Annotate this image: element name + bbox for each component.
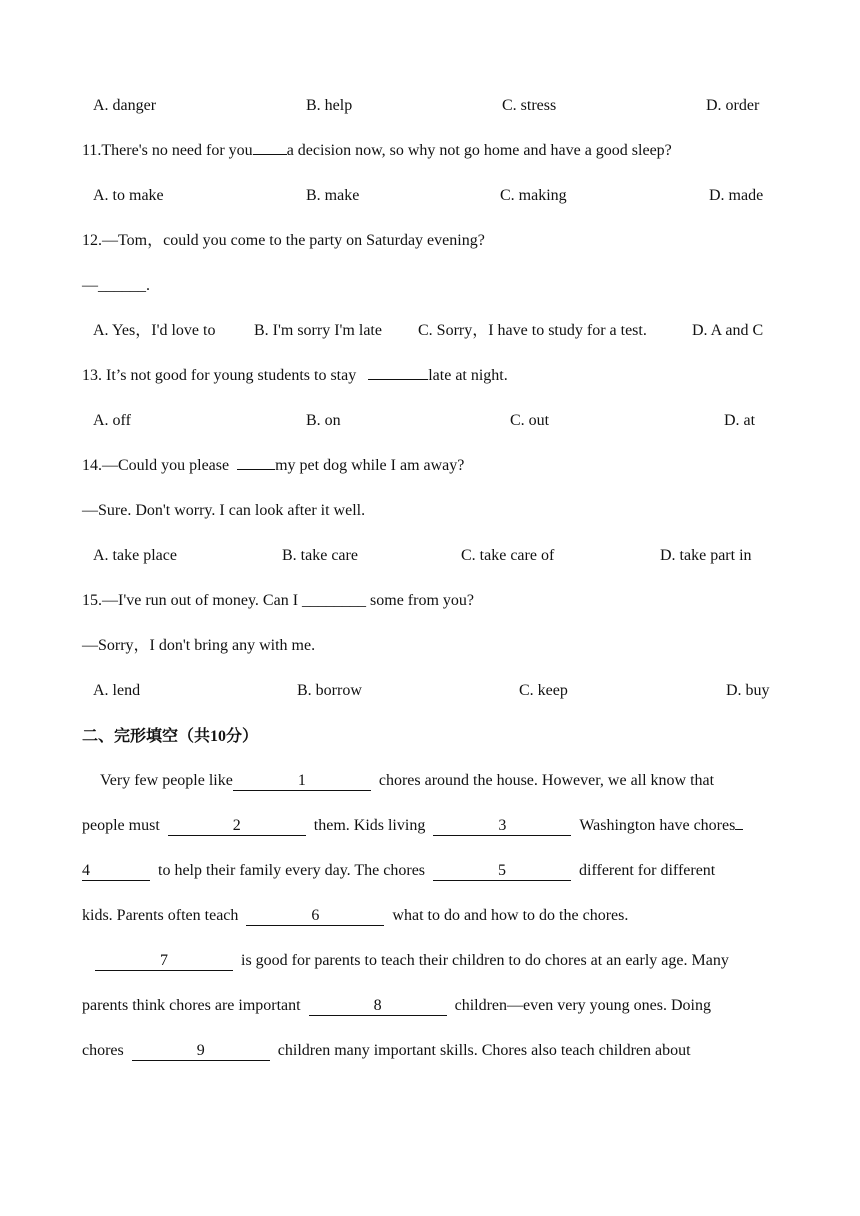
cloze-text: different for different (579, 862, 716, 879)
cloze-blank-6: 6 (246, 907, 384, 926)
cloze-text: children many important skills. Chores also teach children about (277, 1042, 691, 1059)
q14-option-b: B. take care (282, 547, 358, 564)
q13-option-c: C. out (510, 412, 550, 429)
q15-option-d: D. buy (726, 682, 770, 699)
cloze-text: people must (82, 817, 160, 834)
cloze-line-6 (82, 996, 711, 1016)
cloze-text: them. Kids living (313, 817, 426, 834)
cloze-blank-2: 2 (168, 817, 306, 836)
q13-text-after: late at night. (428, 367, 508, 384)
cloze-line-7 (82, 1041, 691, 1061)
cloze-text: kids. Parents often teach (82, 907, 239, 924)
cloze-blank-1: 1 (233, 772, 371, 791)
cloze-line-3 (82, 861, 715, 881)
q10-option-a: A. danger (93, 97, 157, 114)
cloze-text: Very few people like (100, 772, 233, 789)
q13-option-b: B. on (306, 412, 341, 429)
q11-blank (253, 154, 287, 155)
q14-blank (237, 469, 275, 470)
q14-option-a: A. take place (93, 547, 177, 564)
q11-option-c: C. making (500, 187, 567, 204)
cloze-text: Washington have chores (579, 817, 736, 834)
q14-reply: —Sure. Don't worry. I can look after it well. (82, 502, 366, 519)
q15-option-a: A. lend (93, 682, 141, 699)
section-heading-suffix: 分） (226, 726, 259, 745)
cloze-text: to help their family every day. The chores (158, 862, 426, 879)
q12-option-b: B. I'm sorry I'm late (254, 322, 382, 339)
cloze-line-2 (82, 816, 743, 836)
q10-option-d: D. order (706, 97, 760, 114)
q13-option-d: D. at (724, 412, 756, 429)
cloze-blank-7: 7 (95, 952, 233, 971)
q15-reply: —Sorry，I don't bring any with me. (82, 637, 316, 654)
cloze-blank-4: 4 (82, 862, 150, 881)
cloze-line-5 (95, 951, 729, 971)
q12-question: 12.—Tom，could you come to the party on Saturday evening? (82, 232, 485, 249)
cloze-blank-9: 9 (132, 1042, 270, 1061)
section-heading-score: 10 (210, 728, 227, 745)
q13-text-before: 13. It’s not good for young students to stay (82, 367, 357, 384)
q15-question: 15.—I've run out of money. Can I ________ some from you? (82, 592, 474, 609)
q10-option-b: B. help (306, 97, 353, 114)
q11-text-before: 11.There's no need for you (82, 142, 253, 159)
cloze-text: chores around the house. However, we all know that (378, 772, 715, 789)
q14-option-c: C. take care of (461, 547, 555, 564)
q11-text-after: a decision now, so why not go home and have a good sleep? (286, 142, 672, 159)
q11-option-d: D. made (709, 187, 764, 204)
cloze-blank-8: 8 (309, 997, 447, 1016)
q14-question (82, 456, 464, 476)
cloze-text: is good for parents to teach their children to do chores at an early age. Many (241, 952, 729, 969)
q14-option-d: D. take part in (660, 547, 752, 564)
q11-question (82, 141, 672, 161)
cloze-text: what to do and how to do the chores. (392, 907, 629, 924)
q14-text-before: 14.—Could you please (82, 457, 230, 474)
q12-option-c: C. Sorry，I have to study for a test. (418, 322, 647, 339)
q11-option-a: A. to make (93, 187, 164, 204)
q10-option-c: C. stress (502, 97, 557, 114)
cloze-blank-5: 5 (433, 862, 571, 881)
section-heading-prefix: 二、完形填空（共 (82, 726, 211, 745)
q15-option-b: B. borrow (297, 682, 362, 699)
q14-text-after: my pet dog while I am away? (275, 457, 465, 474)
q12-option-d: D. A and C (692, 322, 764, 339)
q12-reply: —______. (82, 277, 150, 294)
cloze-line-1 (100, 771, 714, 791)
q12-option-a: A. Yes，I'd love to (93, 322, 216, 339)
q15-option-c: C. keep (519, 682, 568, 699)
cloze-line-4 (82, 906, 628, 926)
cloze-text: chores (82, 1042, 124, 1059)
cloze-blank-4-start (735, 829, 743, 830)
cloze-blank-3: 3 (433, 817, 571, 836)
q13-question (82, 366, 508, 386)
section-heading-cloze (82, 726, 258, 747)
q11-option-b: B. make (306, 187, 360, 204)
q13-option-a: A. off (93, 412, 131, 429)
q13-blank (368, 379, 428, 380)
cloze-text: parents think chores are important (82, 997, 301, 1014)
cloze-text: children—even very young ones. Doing (454, 997, 711, 1014)
